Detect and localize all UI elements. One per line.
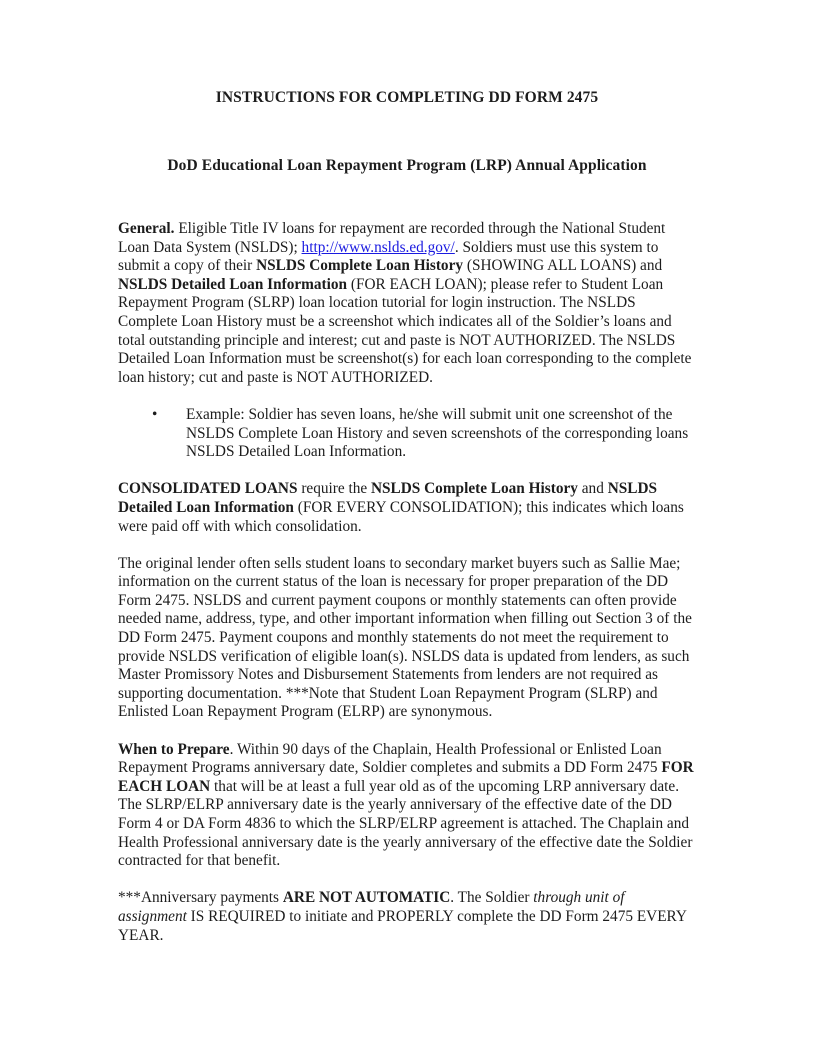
anniversary-text-1: ***Anniversary payments [118, 889, 283, 907]
consolidated-text-2: and [577, 480, 608, 498]
page-title: INSTRUCTIONS FOR COMPLETING DD FORM 2475 [215, 89, 599, 106]
paragraph-consolidated-loans [118, 480, 696, 536]
when-to-prepare-bold-2: FOR EACH LOAN [118, 759, 694, 795]
general-text-4: (FOR EACH LOAN); please refer to Student Loan Repayment Program (SLRP) loan location tutorial for login instruction. The NSLDS Complete Loan History must be a screenshot which indicates all of the Soldier’s loans and total outstanding principle and interest; cut and paste is NOT AUTHORIZED. The NSLDS Detailed Loan Information must be screenshot(s) for each loan corresponding to the complete loan history; cut and paste is NOT AUTHORIZED. [118, 275, 692, 386]
general-bold-1: NSLDS Complete Loan History [256, 257, 464, 275]
when-to-prepare-heading-label: When to Prepare [118, 740, 230, 758]
paragraph-general [118, 220, 696, 387]
nslds-website-link[interactable]: http://www.nslds.ed.gov/ [301, 238, 455, 256]
document-body [118, 88, 696, 945]
general-text-1: Eligible Title IV loans for repayment are recorded through the National Student Loan Data System (NSLDS); [118, 220, 666, 256]
general-text-2: . Soldiers must use this system to submit a copy of their [118, 238, 659, 275]
paragraph-when-to-prepare [118, 741, 696, 871]
example-bullet-list [118, 406, 696, 462]
consolidated-bold-1: CONSOLIDATED LOANS [118, 480, 298, 498]
anniversary-bold-1: ARE NOT AUTOMATIC [282, 889, 451, 907]
page-subtitle: DoD Educational Loan Repayment Program (LRP) Annual Application [167, 157, 647, 174]
consolidated-text-3: (FOR EVERY CONSOLIDATION); this indicates which loans were paid off with which consolidation. [118, 498, 684, 535]
consolidated-text-1: require the [297, 480, 371, 498]
paragraph-original-lender: The original lender often sells student loans to secondary market buyers such as Sallie Mae; information on the current status of the loan is necessary for proper preparation of the DD Form 2475. NSLDS and current payment coupons or monthly statements can often provide needed name, address, type, and other important information when filling out Section 3 of the DD Form 2475. Payment coupons and monthly statements do not meet the requirement to provide NSLDS verification of eligible loan(s). NSLDS data is updated from lenders, as such Master Promissory Notes and Disbursement Statements from lenders are not required as supporting documentation. ***Note that Student Loan Repayment Program (SLRP) and Enlisted Loan Repayment Program (ELRP) are synonymous. [118, 554, 692, 721]
anniversary-text-3: IS REQUIRED to initiate and PROPERLY complete the DD Form 2475 EVERY YEAR. [118, 907, 687, 944]
anniversary-text-2: . The Soldier [450, 889, 534, 907]
paragraph-anniversary-note [118, 889, 696, 945]
example-bullet-text: Example: Soldier has seven loans, he/she will submit unit one screenshot of the NSLDS Complete Loan History and seven screenshots of the corresponding loans NSLDS Detailed Loan Information. [186, 405, 689, 461]
anniversary-italic-1: through unit of assignment [118, 889, 625, 925]
when-to-prepare-text-1: . Within 90 days of the Chaplain, Health Professional or Enlisted Loan Repayment Programs anniversary date, Soldier completes and submits a DD Form 2475 [118, 740, 662, 777]
list-item [152, 406, 696, 462]
general-text-3: (SHOWING ALL LOANS) and [463, 257, 663, 275]
bullet-icon: • [152, 405, 158, 423]
when-to-prepare-text-2: that will be at least a full year old as of the upcoming LRP anniversary date. The SLRP/ELRP anniversary date is the yearly anniversary of the effective date of the DD Form 4 or DA Form 4836 to which the SLRP/ELRP agreement is attached. The Chaplain and Health Professional anniversary date is the yearly anniversary of the effective date the Soldier contracted for that benefit. [118, 777, 693, 870]
general-heading-label: General. [118, 220, 175, 237]
consolidated-bold-2: NSLDS Complete Loan History [370, 480, 578, 498]
general-bold-2: NSLDS Detailed Loan Information [118, 275, 348, 293]
consolidated-bold-3: NSLDS Detailed Loan Information [118, 480, 657, 516]
